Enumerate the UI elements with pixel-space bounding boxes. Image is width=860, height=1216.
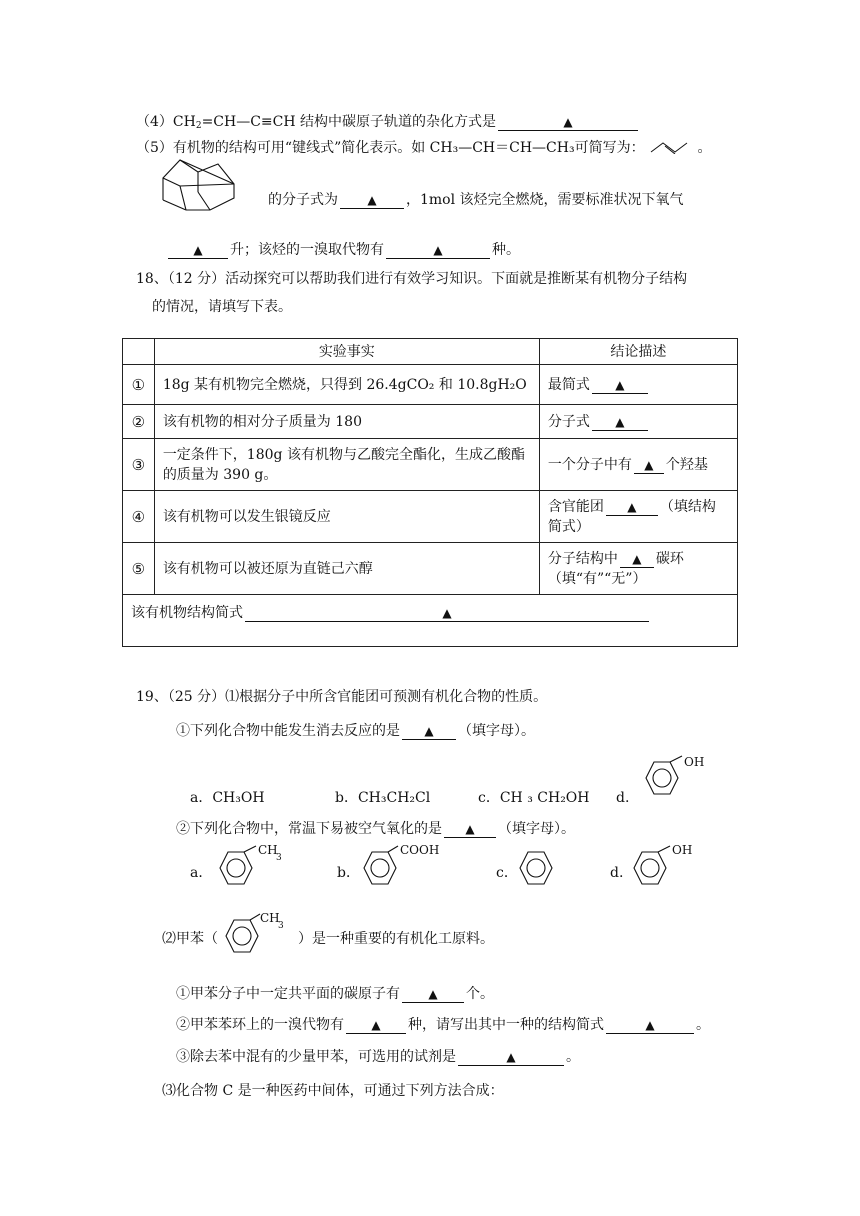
toluene-structure <box>212 842 292 894</box>
answer-blank[interactable]: ▲ <box>402 987 464 1003</box>
header-fact: 实验事实 <box>154 339 539 365</box>
q18-table <box>122 338 738 647</box>
q19-intro: 19、（25 分）⑴根据分子中所含官能团可预测有机化合物的性质。 <box>136 689 548 705</box>
answer-blank[interactable]: ▲ <box>386 243 490 259</box>
phenol-structure <box>626 842 706 894</box>
toluene-structure <box>220 910 300 962</box>
q19-p1-opt-b[interactable]: b．CH₃CH₂Cl <box>335 790 431 806</box>
answer-blank[interactable]: ▲ <box>402 724 456 740</box>
answer-blank[interactable]: ▲ <box>606 1018 694 1034</box>
q19-t2: ②甲苯苯环上的一溴代物有 ▲ 种，请写出其中一种的结构简式 ▲ 。 <box>176 1017 710 1033</box>
q19-p1-opt-d[interactable]: d. <box>616 790 630 806</box>
q17-item5-oxygen: ▲ 升；该烃的一溴取代物有 ▲ 种。 <box>166 241 520 259</box>
answer-blank[interactable]: ▲ <box>498 115 638 131</box>
benzene-structure <box>512 842 572 894</box>
q19-t1: ①甲苯分子中一定共平面的碳原子有 ▲ 个。 <box>176 986 494 1002</box>
answer-blank[interactable]: ▲ <box>168 243 228 259</box>
q19-p2-opt-b[interactable]: b． <box>337 865 360 881</box>
q19-p1-opt-c[interactable]: c．CH ₃ CH₂OH <box>478 790 590 806</box>
butene-skeletal-icon <box>649 140 693 154</box>
header-conclusion: 结论描述 <box>539 339 737 365</box>
svg-text:OH: OH <box>672 843 693 857</box>
svg-text:3: 3 <box>278 921 284 931</box>
table-row: ⑤ 该有机物可以被还原为直链己六醇 分子结构中 ▲ 碳环（填“有”“无”） <box>123 543 738 595</box>
adamantane-structure <box>160 158 240 214</box>
table-row: ④ 该有机物可以发生银镜反应 含官能团 ▲ （填结构简式） <box>123 491 738 543</box>
q17-item5-formula: 的分子式为 ▲ ，1mol 该烃完全燃烧，需要标准状况下氧气 <box>268 192 684 208</box>
q19-p2-opt-a[interactable]: a． <box>190 865 213 881</box>
table-row: ① 18g 某有机物完全燃烧，只得到 26.4gCO₂ 和 10.8gH₂O 最简式 ▲ <box>123 365 738 405</box>
q19-p1-opt-a[interactable]: a．CH₃OH <box>190 790 265 806</box>
phenol-structure <box>634 752 714 804</box>
answer-blank[interactable]: ▲ <box>346 1018 406 1034</box>
answer-blank[interactable]: ▲ <box>606 500 658 516</box>
answer-blank[interactable]: ▲ <box>620 552 654 568</box>
answer-blank[interactable]: ▲ <box>340 193 404 209</box>
svg-text:CH: CH <box>258 843 278 857</box>
table-row: ② 该有机物的相对分子质量为 180 分子式 ▲ <box>123 405 738 439</box>
q19-p2: ②下列化合物中，常温下易被空气氧化的是 ▲ （填字母）。 <box>176 821 575 837</box>
table-row: ③ 一定条件下，180g 该有机物与乙酸完全酯化，生成乙酸酯的质量为 390 g。 一个分子中有 ▲ 个羟基 <box>123 439 738 491</box>
svg-text:3: 3 <box>276 853 282 863</box>
q17-item4: $(4)CH_2=CH—C\equiv CH$ 结构中碳原子轨道的杂化方式是 ▲ <box>136 113 640 131</box>
q19-part2-pre: ⑵甲苯（ <box>162 931 218 947</box>
q19-part2-post: ）是一种重要的有机化工原料。 <box>298 931 494 947</box>
answer-blank[interactable]: ▲ <box>458 1050 564 1066</box>
answer-blank[interactable]: ▲ <box>592 415 648 431</box>
svg-text:CH: CH <box>260 911 280 925</box>
q18-intro-line2: 的情况，请填写下表。 <box>152 299 292 315</box>
q19-t3: ③除去苯中混有的少量甲苯，可选用的试剂是 ▲ 。 <box>176 1049 580 1065</box>
q19-p1: ①下列化合物中能发生消去反应的是 ▲ （填字母）。 <box>176 723 535 739</box>
q19-p2-opt-c[interactable]: c． <box>496 865 518 881</box>
answer-blank[interactable]: ▲ <box>634 458 664 474</box>
q19-p2-opt-d[interactable]: d. <box>610 865 624 881</box>
benzoic-acid-structure <box>356 842 456 894</box>
answer-blank[interactable]: ▲ <box>245 606 649 622</box>
table-row: 该有机物结构简式 ▲ <box>123 595 738 647</box>
svg-text:COOH: COOH <box>400 843 440 857</box>
q19-part3: ⑶化合物 C 是一种医药中间体，可通过下列方法合成： <box>162 1083 504 1099</box>
q17-item5: （5）有机物的结构可用“键线式”简化表示。如 CH₃—CH＝CH—CH₃可简写为： 。 <box>136 140 712 156</box>
svg-text:OH: OH <box>684 755 705 769</box>
answer-blank[interactable]: ▲ <box>444 822 496 838</box>
answer-blank[interactable]: ▲ <box>592 378 648 394</box>
q18-intro-line1: 18、（12 分）活动探究可以帮助我们进行有效学习知识。下面就是推断某有机物分子结构 <box>136 271 688 287</box>
